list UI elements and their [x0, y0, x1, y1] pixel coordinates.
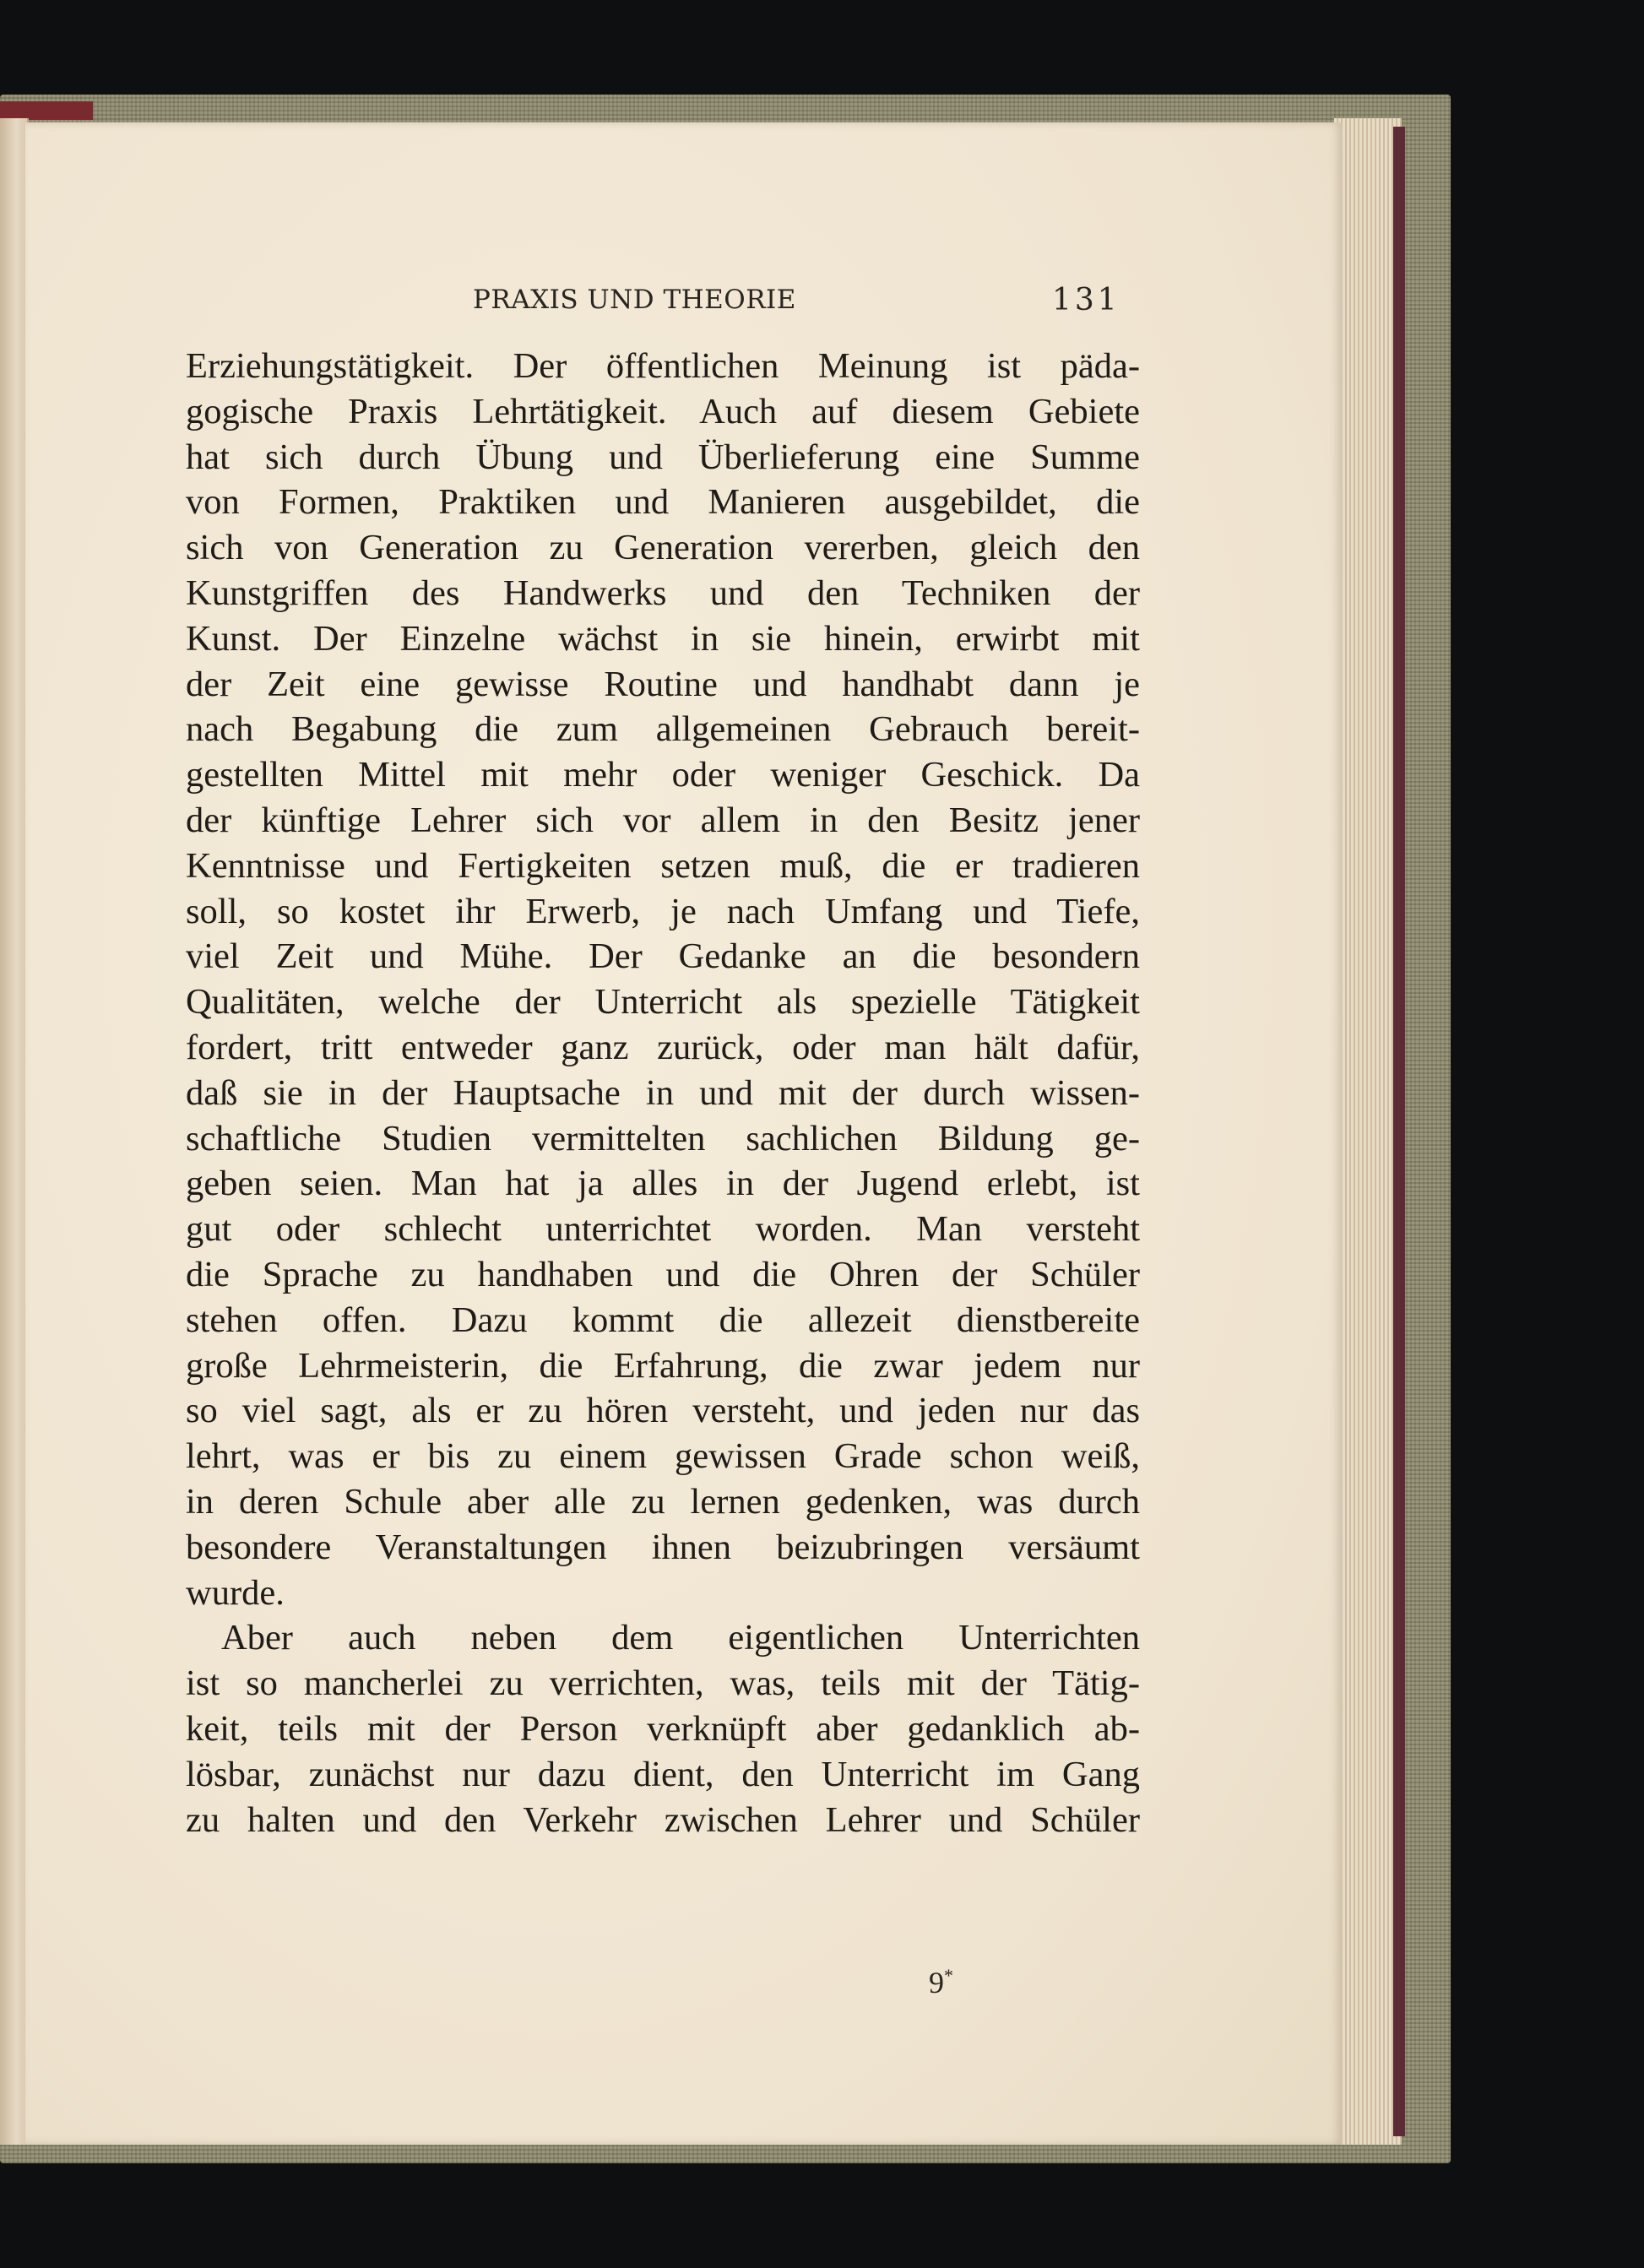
text-line: keit, teils mit der Person verknüpft aber gedanklich ab- — [186, 1708, 1140, 1749]
text-line: daß sie in der Hauptsache in und mit der durch wissen- — [186, 1072, 1140, 1113]
text-line: Kenntnisse und Fertigkeiten setzen muß, die er tradieren — [186, 845, 1140, 886]
paragraph-end-line: wurde. — [186, 1572, 285, 1613]
text-line: gut oder schlecht unterrichtet worden. Man versteht — [186, 1209, 1140, 1250]
text-line: Erziehungstätigkeit. Der öffentlichen Meinung ist päda- — [186, 346, 1140, 386]
text-line: der Zeit eine gewisse Routine und handhabt dann je — [186, 664, 1140, 704]
signature-star: * — [944, 1965, 953, 1986]
text-line: ist so mancherlei zu verrichten, was, teils mit der Tätig- — [186, 1663, 1140, 1704]
text-line: lehrt, was er bis zu einem gewissen Grade schon weiß, — [186, 1436, 1140, 1477]
book-page — [25, 122, 1343, 2145]
text-line: nach Begabung die zum allgemeinen Gebrauch bereit- — [186, 709, 1140, 750]
text-line: fordert, tritt entweder ganz zurück, oder man hält dafür, — [186, 1027, 1140, 1067]
text-line: Kunst. Der Einzelne wächst in sie hinein, erwirbt mit — [186, 618, 1140, 659]
text-line: von Formen, Praktiken und Manieren ausgebildet, die — [186, 482, 1140, 523]
text-line: in deren Schule aber alle zu lernen gedenken, was durch — [186, 1481, 1140, 1522]
text-line: schaftliche Studien vermittelten sachlichen Bildung ge- — [186, 1118, 1140, 1158]
text-line: geben seien. Man hat ja alles in der Jugend erlebt, ist — [186, 1164, 1140, 1204]
text-line: besondere Veranstaltungen ihnen beizubringen versäumt — [186, 1527, 1140, 1567]
text-line: Kunstgriffen des Handwerks und den Techniken der — [186, 572, 1140, 613]
spine-edge — [0, 101, 93, 120]
text-line: gogische Praxis Lehrtätigkeit. Auch auf diesem Gebiete — [186, 391, 1140, 431]
page-block-edges — [1334, 118, 1402, 2145]
running-head-title: PRAXIS UND THEORIE — [473, 285, 796, 315]
text-line: so viel sagt, als er zu hören versteht, und jeden nur das — [186, 1391, 1140, 1431]
signature-number: 9 — [929, 1966, 944, 1999]
text-line: stehen offen. Dazu kommt die allezeit dienstbereite — [186, 1299, 1140, 1340]
paragraph-start-line: Aber auch neben dem eigentlichen Unterrichten — [221, 1618, 1140, 1658]
previous-page-edge — [0, 118, 29, 2145]
text-line: zu halten und den Verkehr zwischen Lehrer und Schüler — [186, 1799, 1140, 1840]
text-line: gestellten Mittel mit mehr oder weniger Geschick. Da — [186, 755, 1140, 795]
text-line: Qualitäten, welche der Unterricht als spezielle Tätigkeit — [186, 982, 1140, 1023]
body-text — [186, 344, 1140, 1842]
text-line: sich von Generation zu Generation vererben, gleich den — [186, 528, 1140, 568]
text-line: soll, so kostet ihr Erwerb, je nach Umfang und Tiefe, — [186, 891, 1140, 931]
endpaper-edge — [1393, 127, 1405, 2136]
text-line: die Sprache zu handhaben und die Ohren der Schüler — [186, 1254, 1140, 1294]
signature-mark — [929, 1965, 953, 2000]
running-head — [25, 274, 1343, 325]
text-line: hat sich durch Übung und Überlieferung eine Summe — [186, 437, 1140, 477]
text-line: viel Zeit und Mühe. Der Gedanke an die besondern — [186, 936, 1140, 977]
text-line: große Lehrmeisterin, die Erfahrung, die zwar jedem nur — [186, 1345, 1140, 1386]
text-line: lösbar, zunächst nur dazu dient, den Unterricht im Gang — [186, 1754, 1140, 1794]
page-number: 131 — [1052, 283, 1120, 317]
text-line: der künftige Lehrer sich vor allem in den Besitz jener — [186, 800, 1140, 840]
